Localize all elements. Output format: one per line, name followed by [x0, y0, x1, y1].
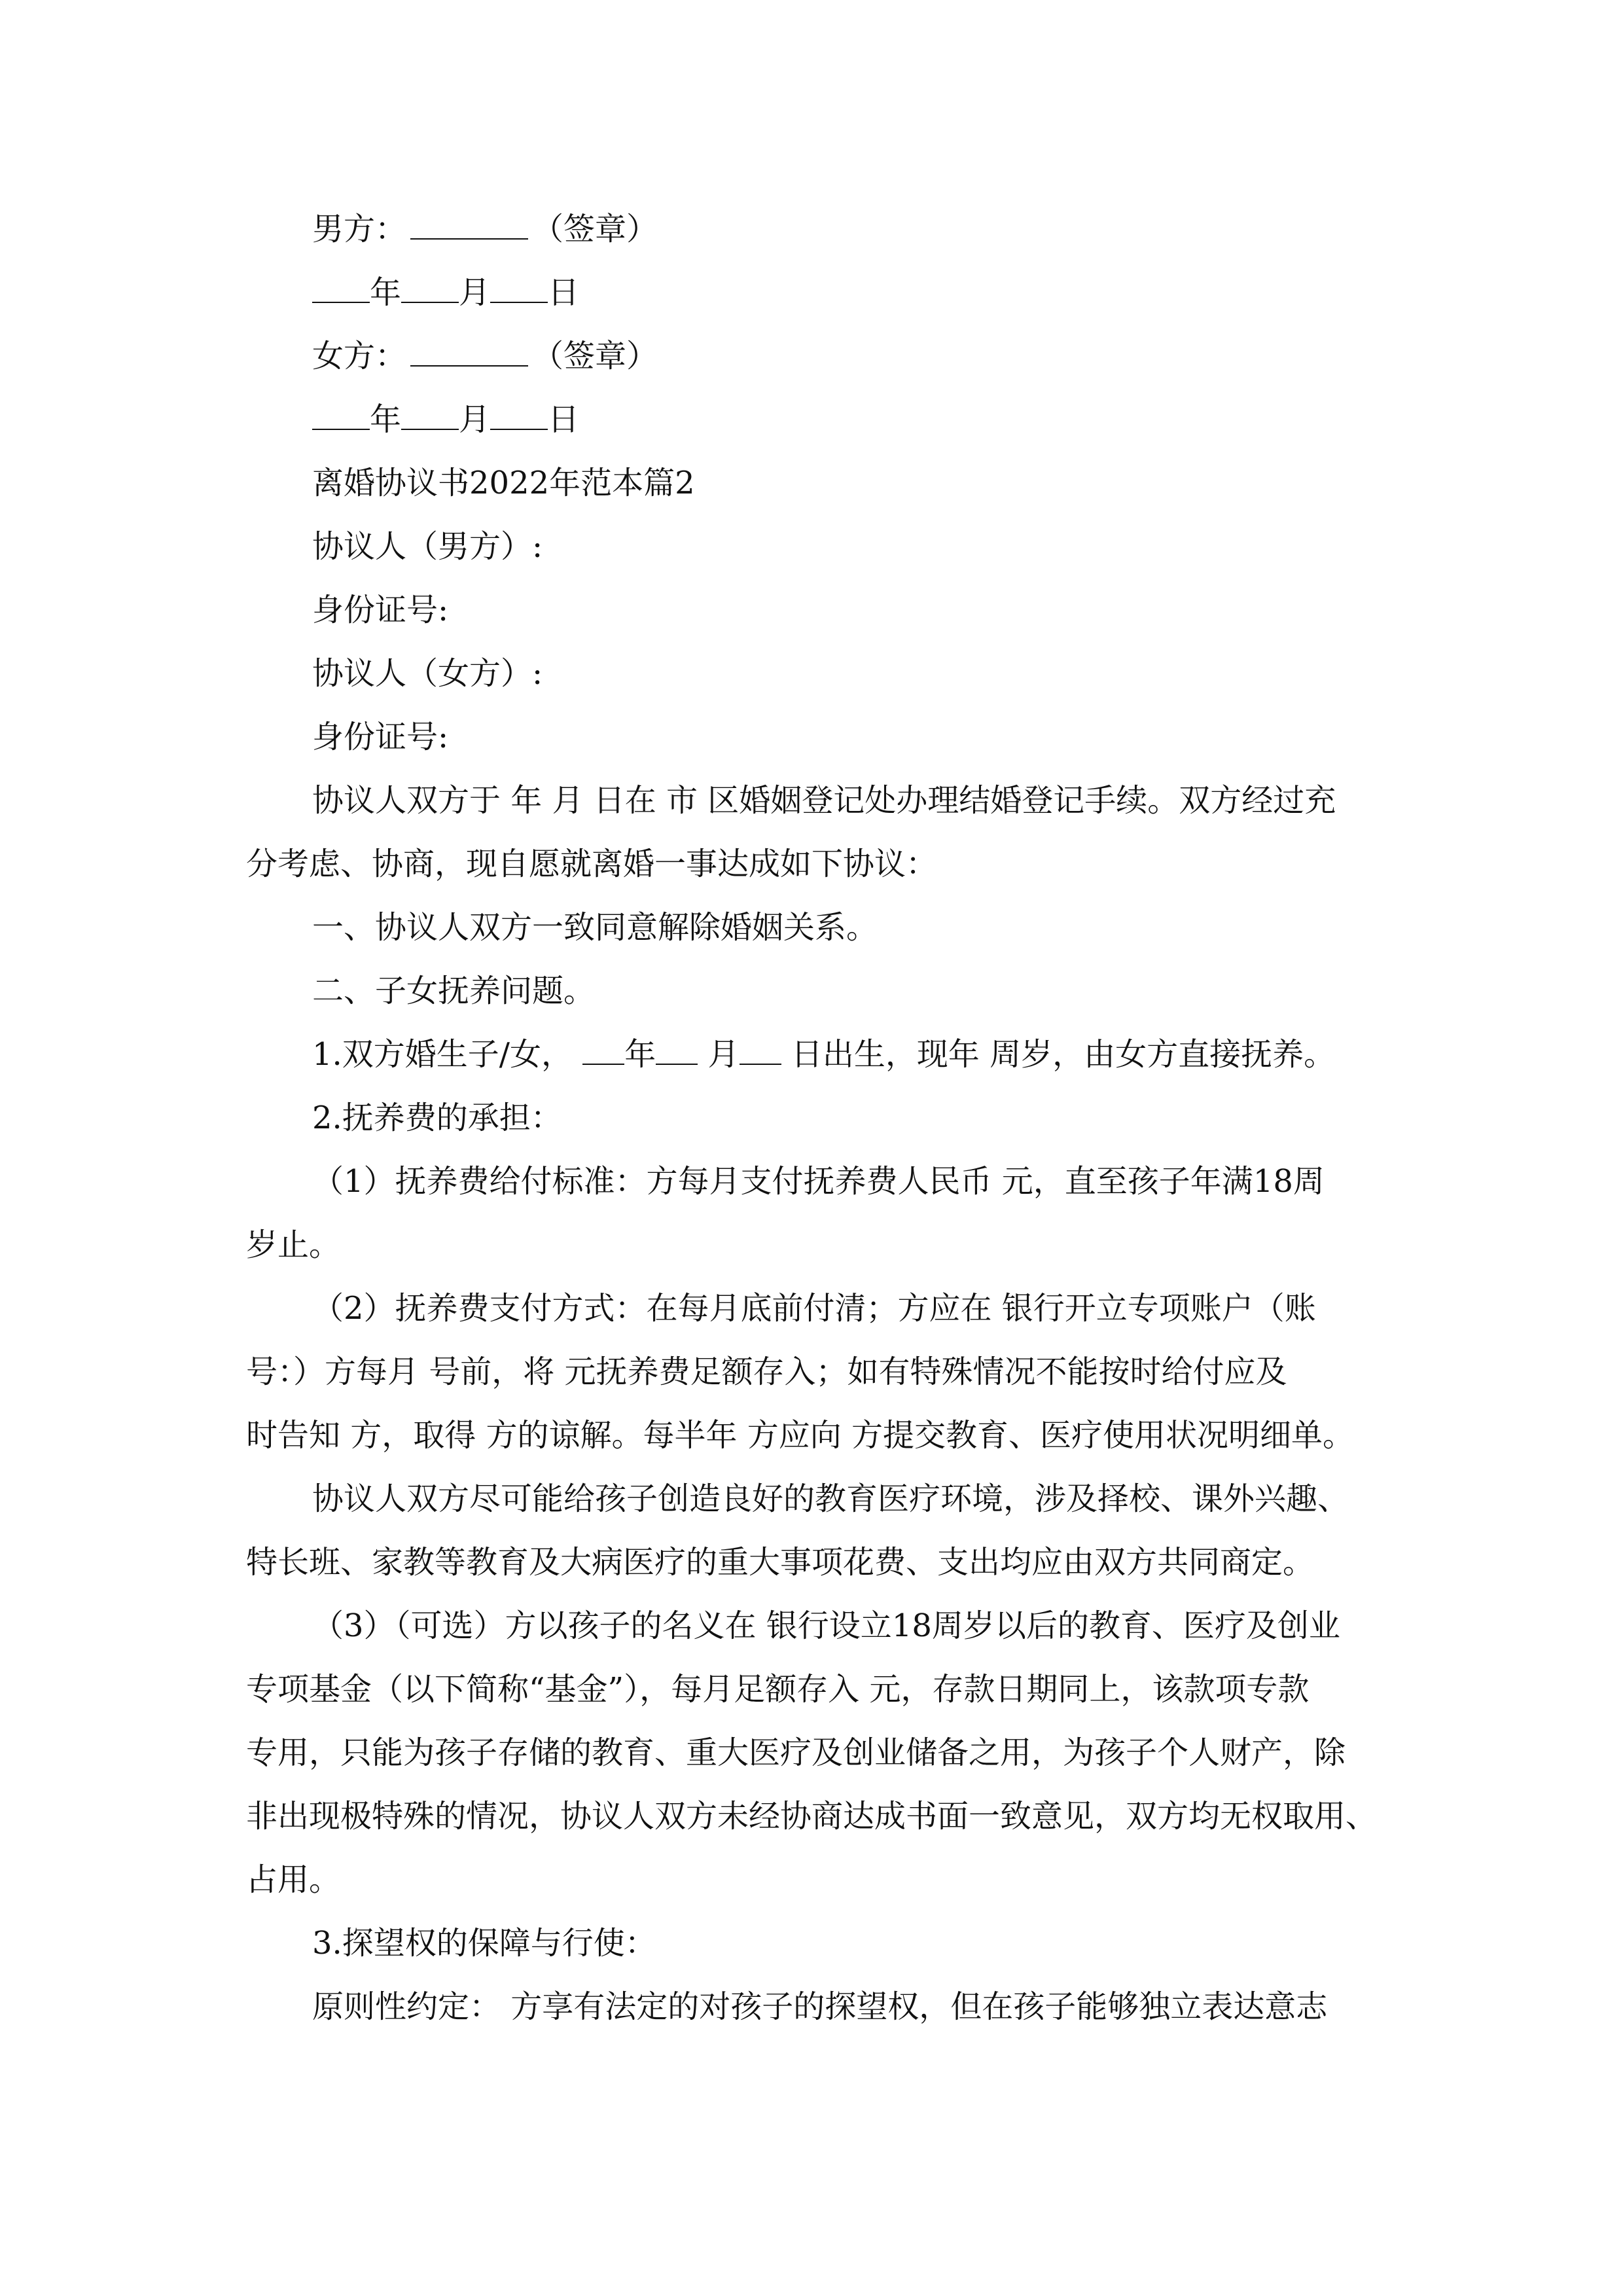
female-seal-label: （签章）: [532, 338, 658, 374]
clause-2: 二、子女抚养问题。: [312, 973, 596, 1009]
sub-3-line-4: 非出现极特殊的情况，协议人双方未经协商达成书面一致意见，双方均无权取用、: [246, 1798, 1378, 1835]
female-signature-blank[interactable]: [410, 336, 528, 367]
male-year-blank[interactable]: [312, 273, 370, 303]
female-id-label: 身份证号:: [312, 719, 449, 755]
item-1-suffix: 日出生，现年 周岁，由女方直接抚养。: [791, 1036, 1336, 1073]
female-date-line: [312, 400, 1398, 439]
female-month-blank[interactable]: [401, 400, 459, 430]
sub-2-line-1: （2）抚养费支付方式：在每月底前付清；方应在 银行开立专项账户（账: [312, 1290, 1316, 1327]
section-heading: 离婚协议书2022年范本篇2: [312, 465, 695, 501]
clause-1: 一、协议人双方一致同意解除婚姻关系。: [312, 909, 878, 946]
item-2-heading: 2.抚养费的承担：: [312, 1100, 562, 1136]
item-1-month-blank[interactable]: [740, 1035, 781, 1065]
female-day-blank[interactable]: [490, 400, 548, 430]
item-1-year-label: 年: [624, 1036, 656, 1073]
male-day-blank[interactable]: [490, 273, 548, 303]
female-party-label: 协议人（女方）:: [312, 655, 543, 692]
sub-2-line-3: 时告知 方，取得 方的谅解。每半年 方应向 方提交教育、医疗使用状况明细单。: [246, 1417, 1355, 1454]
item-1-line: [312, 1035, 1398, 1074]
item-3-heading: 3.探望权的保障与行使：: [312, 1925, 656, 1962]
male-year-label: 年: [370, 274, 402, 311]
env-line-2: 特长班、家教等教育及大病医疗的重大事项花费、支出均应由双方共同商定。: [246, 1544, 1315, 1581]
item-1-month-label: 月: [707, 1036, 740, 1073]
female-year-label: 年: [370, 401, 402, 438]
sub-2-line-2: 号：）方每月 号前，将 元抚养费足额存入；如有特殊情况不能按时给付应及: [246, 1354, 1287, 1390]
intro-line-2: 分考虑、协商，现自愿就离婚一事达成如下协议：: [246, 846, 938, 882]
item-1-year-blank-2[interactable]: [656, 1035, 698, 1065]
male-date-line: [312, 273, 1398, 312]
item-1-prefix: 1.双方婚生子/女，: [312, 1036, 573, 1073]
sub-1-line-2: 岁止。: [246, 1227, 341, 1263]
female-month-label: 月: [459, 401, 491, 438]
female-signature-line: [312, 336, 1398, 376]
male-month-blank[interactable]: [401, 273, 459, 303]
item-1-year-blank[interactable]: [582, 1035, 624, 1065]
female-year-blank[interactable]: [312, 400, 370, 430]
female-day-label: 日: [548, 401, 580, 438]
sub-3-line-2: 专项基金（以下简称“基金”），每月足额存入 元，存款日期同上，该款项专款: [246, 1671, 1310, 1708]
female-signature-label: 女方：: [312, 338, 407, 374]
male-seal-label: （签章）: [532, 211, 658, 247]
sub-3-line-1: （3）（可选）方以孩子的名义在 银行设立18周岁以后的教育、医疗及创业: [312, 1607, 1340, 1644]
sub-3-line-5: 占用。: [246, 1861, 341, 1898]
male-signature-line: [312, 209, 1398, 249]
intro-line-1: 协议人双方于 年 月 日在 市 区婚姻登记处办理结婚登记手续。双方经过充: [312, 782, 1336, 819]
male-signature-blank[interactable]: [410, 209, 528, 240]
env-line-1: 协议人双方尽可能给孩子创造良好的教育医疗环境，涉及择校、课外兴趣、: [312, 1480, 1349, 1517]
male-id-label: 身份证号:: [312, 592, 449, 628]
male-signature-label: 男方：: [312, 211, 407, 247]
sub-3-line-3: 专用，只能为孩子存储的教育、重大医疗及创业储备之用，为孩子个人财产，除: [246, 1734, 1346, 1771]
male-day-label: 日: [548, 274, 580, 311]
sub-1-line-1: （1）抚养费给付标准：方每月支付抚养费人民币 元，直至孩子年满18周: [312, 1163, 1325, 1200]
principle-line: 原则性约定： 方享有法定的对孩子的探望权，但在孩子能够独立表达意志: [312, 1988, 1328, 2025]
male-party-label: 协议人（男方）:: [312, 528, 543, 565]
male-month-label: 月: [459, 274, 491, 311]
